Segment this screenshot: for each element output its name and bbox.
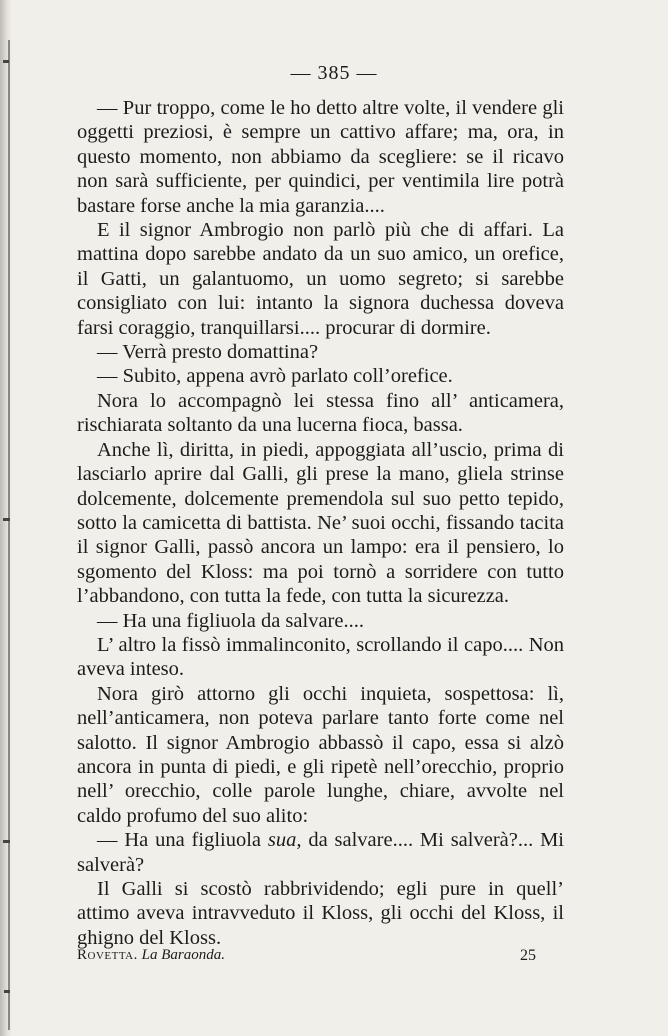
paragraph: — Verrà presto domattina? — [97, 341, 319, 364]
signature-number: 25 — [520, 947, 536, 964]
paragraph: Nora lo accompagnò lei stessa fino all’ anticamera, rischiarata soltanto da una lucerna fioca, bassa. — [77, 389, 564, 437]
paragraph: Nora girò attorno gli occhi inquieta, sospettosa: lì, nell’anticamera, non poteva parlare tanto forte come nel salotto. Il signor Ambrogio abbassò il capo, essa si alzò ancora in punta di piedi, e gli ripetè nell’orecchio, proprio nell’ orecchio, colle parole lunghe, chiare, avvolte nel caldo profumo del suo alito: — [77, 682, 564, 827]
paragraph: L’ altro la fissò immalinconito, scrollando il capo.... Non aveva inteso. — [77, 633, 564, 681]
body-text — [77, 96, 564, 950]
paragraph: E il signor Ambrogio non parlò più che di affari. La mattina dopo sarebbe andato da un suo amico, un orefice, il Gatti, un galantuomo, un uomo segreto; si sarebbe consigliato con lui: intanto la signora duchessa doveva farsi coraggio, tranquillarsi.... procurar di dormire. — [77, 219, 564, 339]
binding-mark — [3, 518, 10, 521]
paragraph: Il Galli si scostò rabbrividendo; egli pure in quell’ attimo aveva intravveduto il Kloss, gli occhi del Kloss, il ghigno del Kloss. — [77, 878, 564, 949]
page-number: — 385 — — [290, 62, 378, 84]
binding-mark — [3, 840, 10, 843]
paragraph-text: — Ha una figliuola — [97, 829, 268, 852]
paragraph: — Pur troppo, come le ho detto altre volte, il vendere gli oggetti preziosi, è sempre un cattivo affare; ma, ora, in questo momento, non abbiamo da scegliere: se il ricavo non sarà sufficiente, per quindici, per ventimila lire potrà bastare forse anche la mia garanzia.... — [77, 97, 564, 217]
paragraph — [77, 828, 564, 877]
paragraph: — Ha una figliuola da salvare.... — [97, 609, 364, 632]
footer-title: La Baraonda. — [141, 947, 225, 963]
binding-mark — [4, 990, 10, 993]
footer-author: Rovetta. — [77, 947, 138, 963]
paragraph-text: da salvare.... Mi salverà?... Mi salverà? — [77, 829, 565, 876]
paragraph: — Subito, appena avrò parlato coll’orefice. — [97, 365, 453, 388]
signature-line — [77, 947, 564, 964]
emphasis: sua, — [267, 829, 302, 852]
paragraph: Anche lì, diritta, in piedi, appoggiata all’uscio, prima di lasciarlo aprire dal Galli, gli prese la mano, gliela strinse dolcemente, dolcemente premendola sul suo petto tepido, sotto la camicetta di battista. Ne’ suoi occhi, fissando tacita il signor Galli, passò ancora un lampo: era il pensiero, lo sgomento del Kloss: ma poi tornò a sorridere con tutto l’abbandono, con tutta la fede, con tutta la sicurezza. — [77, 438, 564, 608]
binding-line — [8, 40, 10, 1030]
